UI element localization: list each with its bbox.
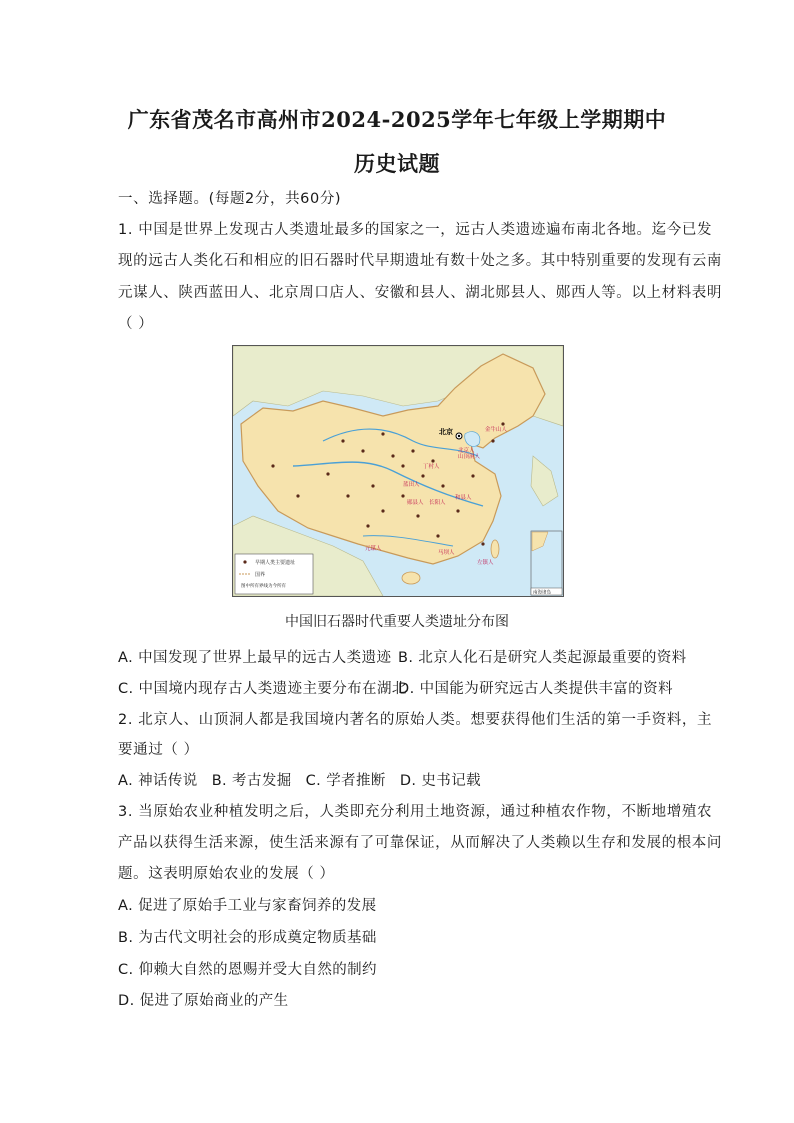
site-label: 元谋人 xyxy=(365,546,382,552)
paper-subtitle: 历史试题 xyxy=(354,151,440,176)
site-label: 蓝田人 xyxy=(403,482,420,488)
q2-options-row xyxy=(118,769,481,790)
q2-option-d[interactable]: D. 史书记载 xyxy=(399,773,481,789)
site-label: 丁村人 xyxy=(423,464,440,470)
q3-line-1: 3. 当原始农业种植发明之后，人类即充分利用土地资源，通过种植农作物，不断地增殖农 xyxy=(118,804,713,820)
q1-option-c[interactable]: C. 中国境内现存古人类遗迹主要分布在湖北 xyxy=(118,681,407,697)
site-label: 马坝人 xyxy=(438,550,455,556)
q2-line-1: 2. 北京人、山顶洞人都是我国境内著名的原始人类。想要获得他们生活的第一手资料，主 xyxy=(118,712,713,728)
q3-option-b[interactable]: B. 为古代文明社会的形成奠定物质基础 xyxy=(118,930,377,946)
q2-option-b[interactable]: B. 考古发掘 xyxy=(211,773,292,789)
inset-label: 南海诸岛 xyxy=(533,590,551,596)
legend-item: 图中所有界线为今所有 xyxy=(241,584,286,589)
q1-line-4: （ ） xyxy=(118,316,154,332)
site-label: 北京人 xyxy=(458,448,475,454)
site-label: 山顶洞人 xyxy=(458,454,481,460)
q1-option-a[interactable]: A. 中国发现了世界上最早的远古人类遗迹 xyxy=(118,650,392,666)
q2-line-2: 要通过（ ） xyxy=(118,742,199,758)
q1-options-row-2 xyxy=(118,677,673,698)
q3-option-a[interactable]: A. 促进了原始手工业与家畜饲养的发展 xyxy=(118,898,377,914)
china-sites-map xyxy=(232,345,564,597)
site-label: 和县人 xyxy=(455,495,472,501)
site-label: 左镇人 xyxy=(477,560,494,566)
map-legend xyxy=(235,554,313,594)
legend-item: 早期人类主要遗址 xyxy=(255,560,296,566)
legend-item: 国界 xyxy=(255,572,266,578)
section-heading: 一、选择题。(每题2分，共60分) xyxy=(118,191,342,207)
q2-option-a[interactable]: A. 神话传说 xyxy=(118,773,198,789)
q1-options-row-1 xyxy=(118,646,687,667)
q1-line-3: 元谋人、陕西蓝田人、北京周口店人、安徽和县人、湖北郧县人、郧西人等。以上材料表明 xyxy=(118,285,722,301)
q3-line-3: 题。这表明原始农业的发展（ ） xyxy=(118,866,335,882)
q3-line-2: 产品以获得生活来源，使生活来源有了可靠保证，从而解决了人类赖以生存和发展的根本问 xyxy=(118,835,722,851)
south-sea-inset xyxy=(531,531,562,596)
map-caption: 中国旧石器时代重要人类遗址分布图 xyxy=(285,614,509,630)
beijing-label: 北京 xyxy=(439,428,453,436)
q1-option-d[interactable]: D. 中国能为研究远古人类提供丰富的资料 xyxy=(398,681,673,697)
q3-option-c[interactable]: C. 仰赖大自然的恩赐并受大自然的制约 xyxy=(118,962,377,978)
site-label: 长阳人 xyxy=(429,500,446,506)
site-label: 金牛山人 xyxy=(485,427,508,433)
q1-line-1: 1. 中国是世界上发现古人类遗址最多的国家之一，远古人类遗迹遍布南北各地。迄今已发 xyxy=(118,222,713,238)
q1-line-2: 现的远古人类化石和相应的旧石器时代早期遗址有数十处之多。其中特别重要的发现有云南 xyxy=(118,253,722,269)
q3-option-d[interactable]: D. 促进了原始商业的产生 xyxy=(118,993,289,1009)
q2-option-c[interactable]: C. 学者推断 xyxy=(305,773,386,789)
q1-option-b[interactable]: B. 北京人化石是研究人类起源最重要的资料 xyxy=(398,650,687,666)
paper-title: 广东省茂名市高州市2024-2025学年七年级上学期期中 xyxy=(127,107,667,132)
site-label: 郧县人 xyxy=(407,500,424,506)
